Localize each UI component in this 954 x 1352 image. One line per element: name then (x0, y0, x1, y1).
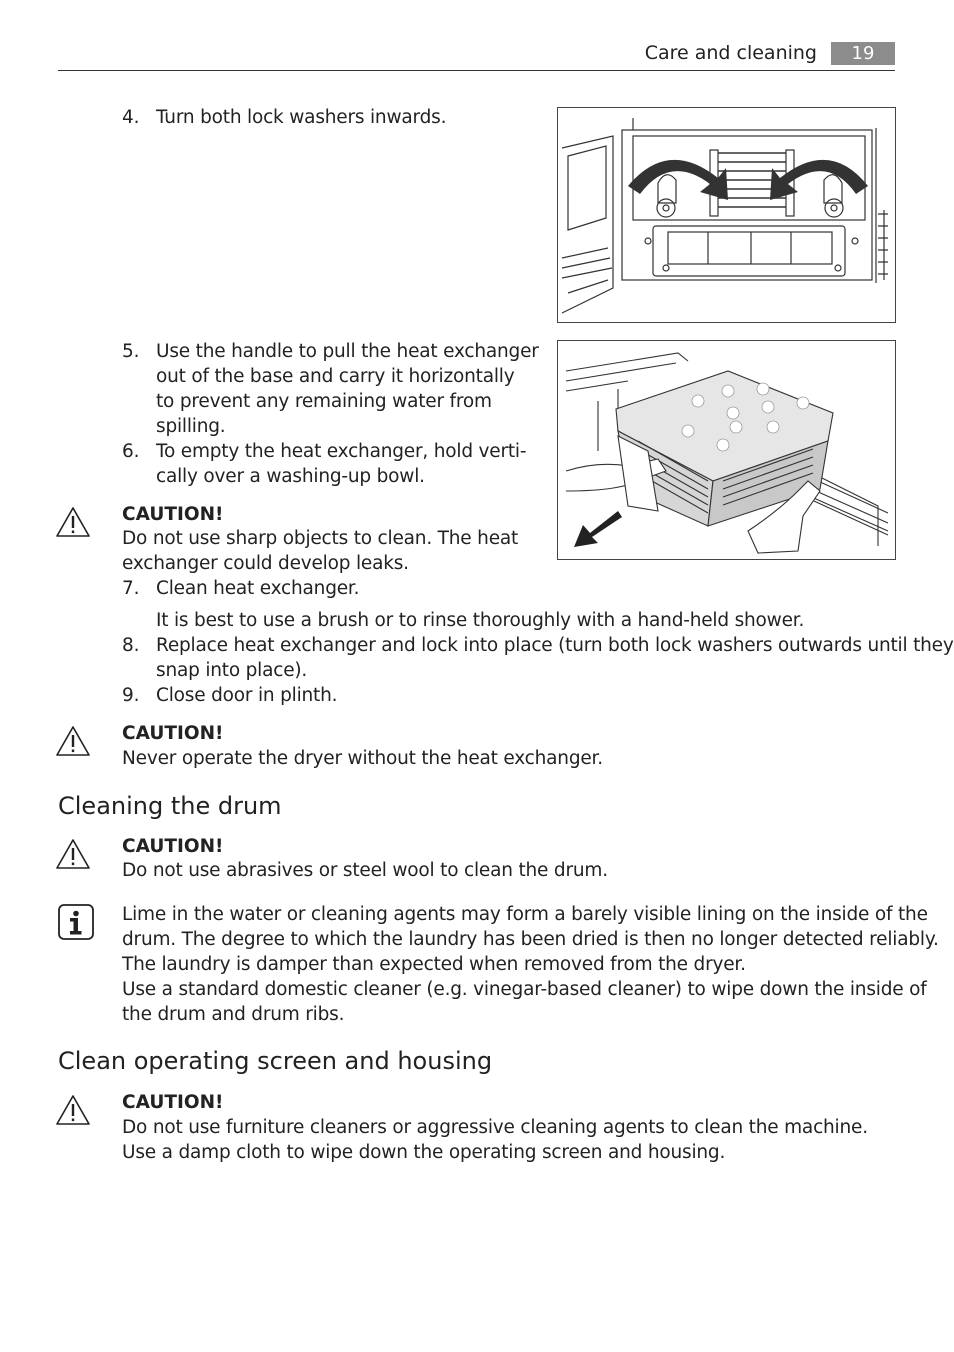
drum-info-text (122, 902, 939, 1027)
caution-line: exchanger could develop leaks. (122, 553, 409, 574)
info-line: drum. The degree to which the laundry has been dried is then no longer detected reliably. (122, 929, 939, 950)
info-line: Use a standard domestic cleaner (e.g. vinegar-based cleaner) to wipe down the inside of (122, 979, 927, 1000)
caution-title: CAUTION! (122, 836, 224, 857)
header-section-title: Care and cleaning (644, 42, 817, 64)
caution-title: CAUTION! (122, 504, 224, 525)
step-8-line: snap into place). (156, 660, 308, 681)
caution-text: Never operate the dryer without the heat exchanger. (122, 748, 603, 769)
warning-triangle-icon (55, 506, 91, 538)
figure-heat-exchanger-removal (557, 340, 896, 560)
info-line: the drum and drum ribs. (122, 1004, 345, 1025)
step-5-text (156, 339, 539, 439)
step-4-number: 4. (122, 107, 140, 128)
step-5-line: out of the base and carry it horizontally (156, 366, 515, 387)
caution-line: Do not use furniture cleaners or aggressive cleaning agents to clean the machine. (122, 1117, 868, 1138)
caution-line: Use a damp cloth to wipe down the operating screen and housing. (122, 1142, 726, 1163)
caution-title: CAUTION! (122, 723, 224, 744)
info-icon (58, 904, 94, 940)
step-7-detail: It is best to use a brush or to rinse thoroughly with a hand-held shower. (156, 610, 805, 631)
caution-text: Do not use abrasives or steel wool to clean the drum. (122, 860, 608, 881)
step-7-number: 7. (122, 578, 140, 599)
step-6-text (156, 439, 526, 489)
info-line: Lime in the water or cleaning agents may form a barely visible lining on the inside of the (122, 904, 928, 925)
step-4-text: Turn both lock washers inwards. (156, 107, 447, 128)
caution-text (122, 526, 518, 576)
warning-triangle-icon (55, 838, 91, 870)
figure-lock-washers (557, 107, 896, 323)
step-6-line: To empty the heat exchanger, hold verti- (156, 441, 527, 462)
warning-triangle-icon (55, 1094, 91, 1126)
header-rule (58, 70, 895, 71)
step-6-number: 6. (122, 441, 140, 462)
step-7-text: Clean heat exchanger. (156, 578, 360, 599)
caution-title: CAUTION! (122, 1092, 224, 1113)
step-5-line: Use the handle to pull the heat exchanger (156, 341, 539, 362)
section-heading-drum: Cleaning the drum (58, 792, 282, 820)
step-8-line: Replace heat exchanger and lock into place (turn both lock washers outwards until they (156, 635, 954, 656)
step-9-text: Close door in plinth. (156, 685, 338, 706)
page-number: 19 (831, 42, 895, 65)
section-heading-housing: Clean operating screen and housing (58, 1047, 493, 1075)
step-6-line: cally over a washing-up bowl. (156, 466, 425, 487)
step-5-line: spilling. (156, 416, 226, 437)
step-8-number: 8. (122, 635, 140, 656)
info-line: The laundry is damper than expected when removed from the dryer. (122, 954, 746, 975)
warning-triangle-icon (55, 725, 91, 757)
step-5-line: to prevent any remaining water from (156, 391, 492, 412)
step-9-number: 9. (122, 685, 140, 706)
caution-text (122, 1115, 868, 1165)
caution-line: Do not use sharp objects to clean. The heat (122, 528, 519, 549)
step-5-number: 5. (122, 341, 140, 362)
step-8-text (156, 633, 954, 683)
